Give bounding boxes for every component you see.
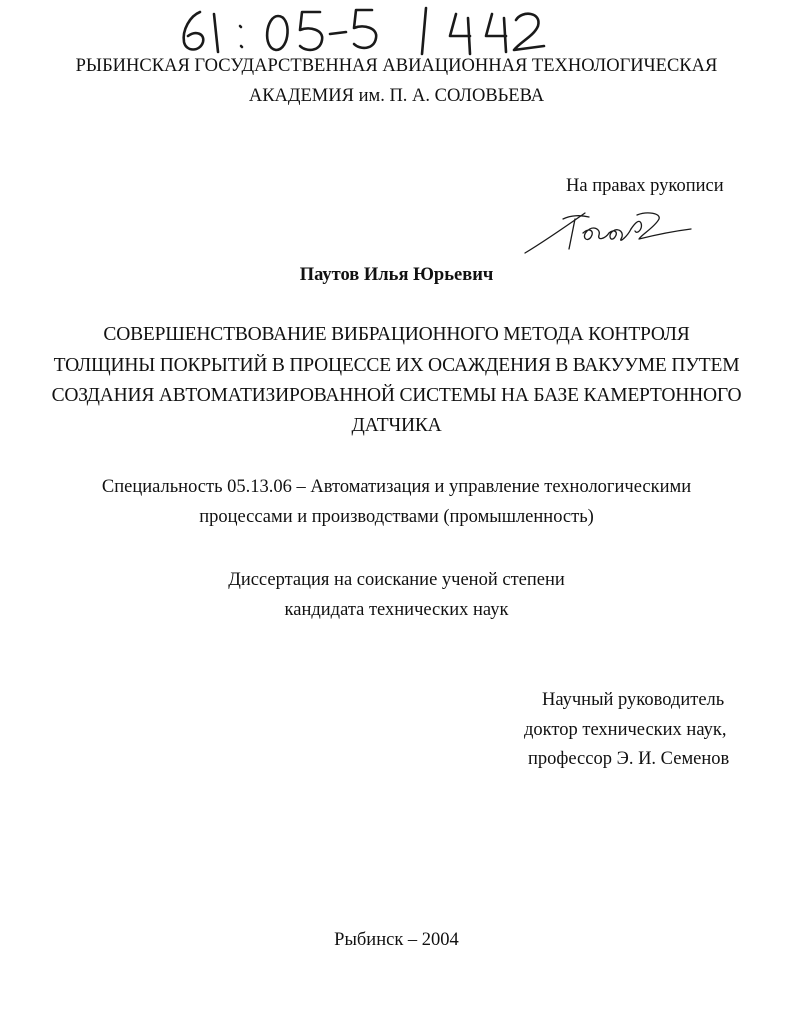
- institution-line-1: РЫБИНСКАЯ ГОСУДАРСТВЕННАЯ АВИАЦИОННАЯ ТЕХНОЛОГИЧЕСКАЯ: [75, 56, 718, 76]
- specialty-line-2: процессами и производствами (промышленность): [199, 507, 594, 527]
- title-line-1: СОВЕРШЕНСТВОВАНИЕ ВИБРАЦИОННОГО МЕТОДА КОНТРОЛЯ: [103, 324, 690, 345]
- city-year: Рыбинск – 2004: [334, 930, 459, 950]
- manuscript-note: На правах рукописи: [566, 176, 724, 196]
- title-line-3: СОЗДАНИЯ АВТОМАТИЗИРОВАННОЙ СИСТЕМЫ НА БАЗЕ КАМЕРТОННОГО: [51, 385, 742, 406]
- handwritten-code: [170, 2, 570, 58]
- author-signature: [515, 205, 695, 261]
- dissertation-line-1: Диссертация на соискание ученой степени: [228, 570, 565, 590]
- supervisor-line-1: Научный руководитель: [542, 690, 725, 710]
- specialty-line-1: Специальность 05.13.06 – Автоматизация и управление технологическими: [101, 477, 692, 497]
- title-line-4: ДАТЧИКА: [351, 415, 442, 436]
- title-line-2: ТОЛЩИНЫ ПОКРЫТИЙ В ПРОЦЕССЕ ИХ ОСАЖДЕНИЯ В ВАКУУМЕ ПУТЕМ: [53, 355, 740, 376]
- dissertation-line-2: кандидата технических наук: [284, 600, 509, 620]
- institution-line-2: АКАДЕМИЯ им. П. А. СОЛОВЬЕВА: [248, 86, 545, 106]
- author-name: Паутов Илья Юрьевич: [299, 265, 494, 285]
- supervisor-line-2: доктор технических наук,: [524, 720, 727, 740]
- supervisor-line-3: профессор Э. И. Семенов: [528, 749, 730, 769]
